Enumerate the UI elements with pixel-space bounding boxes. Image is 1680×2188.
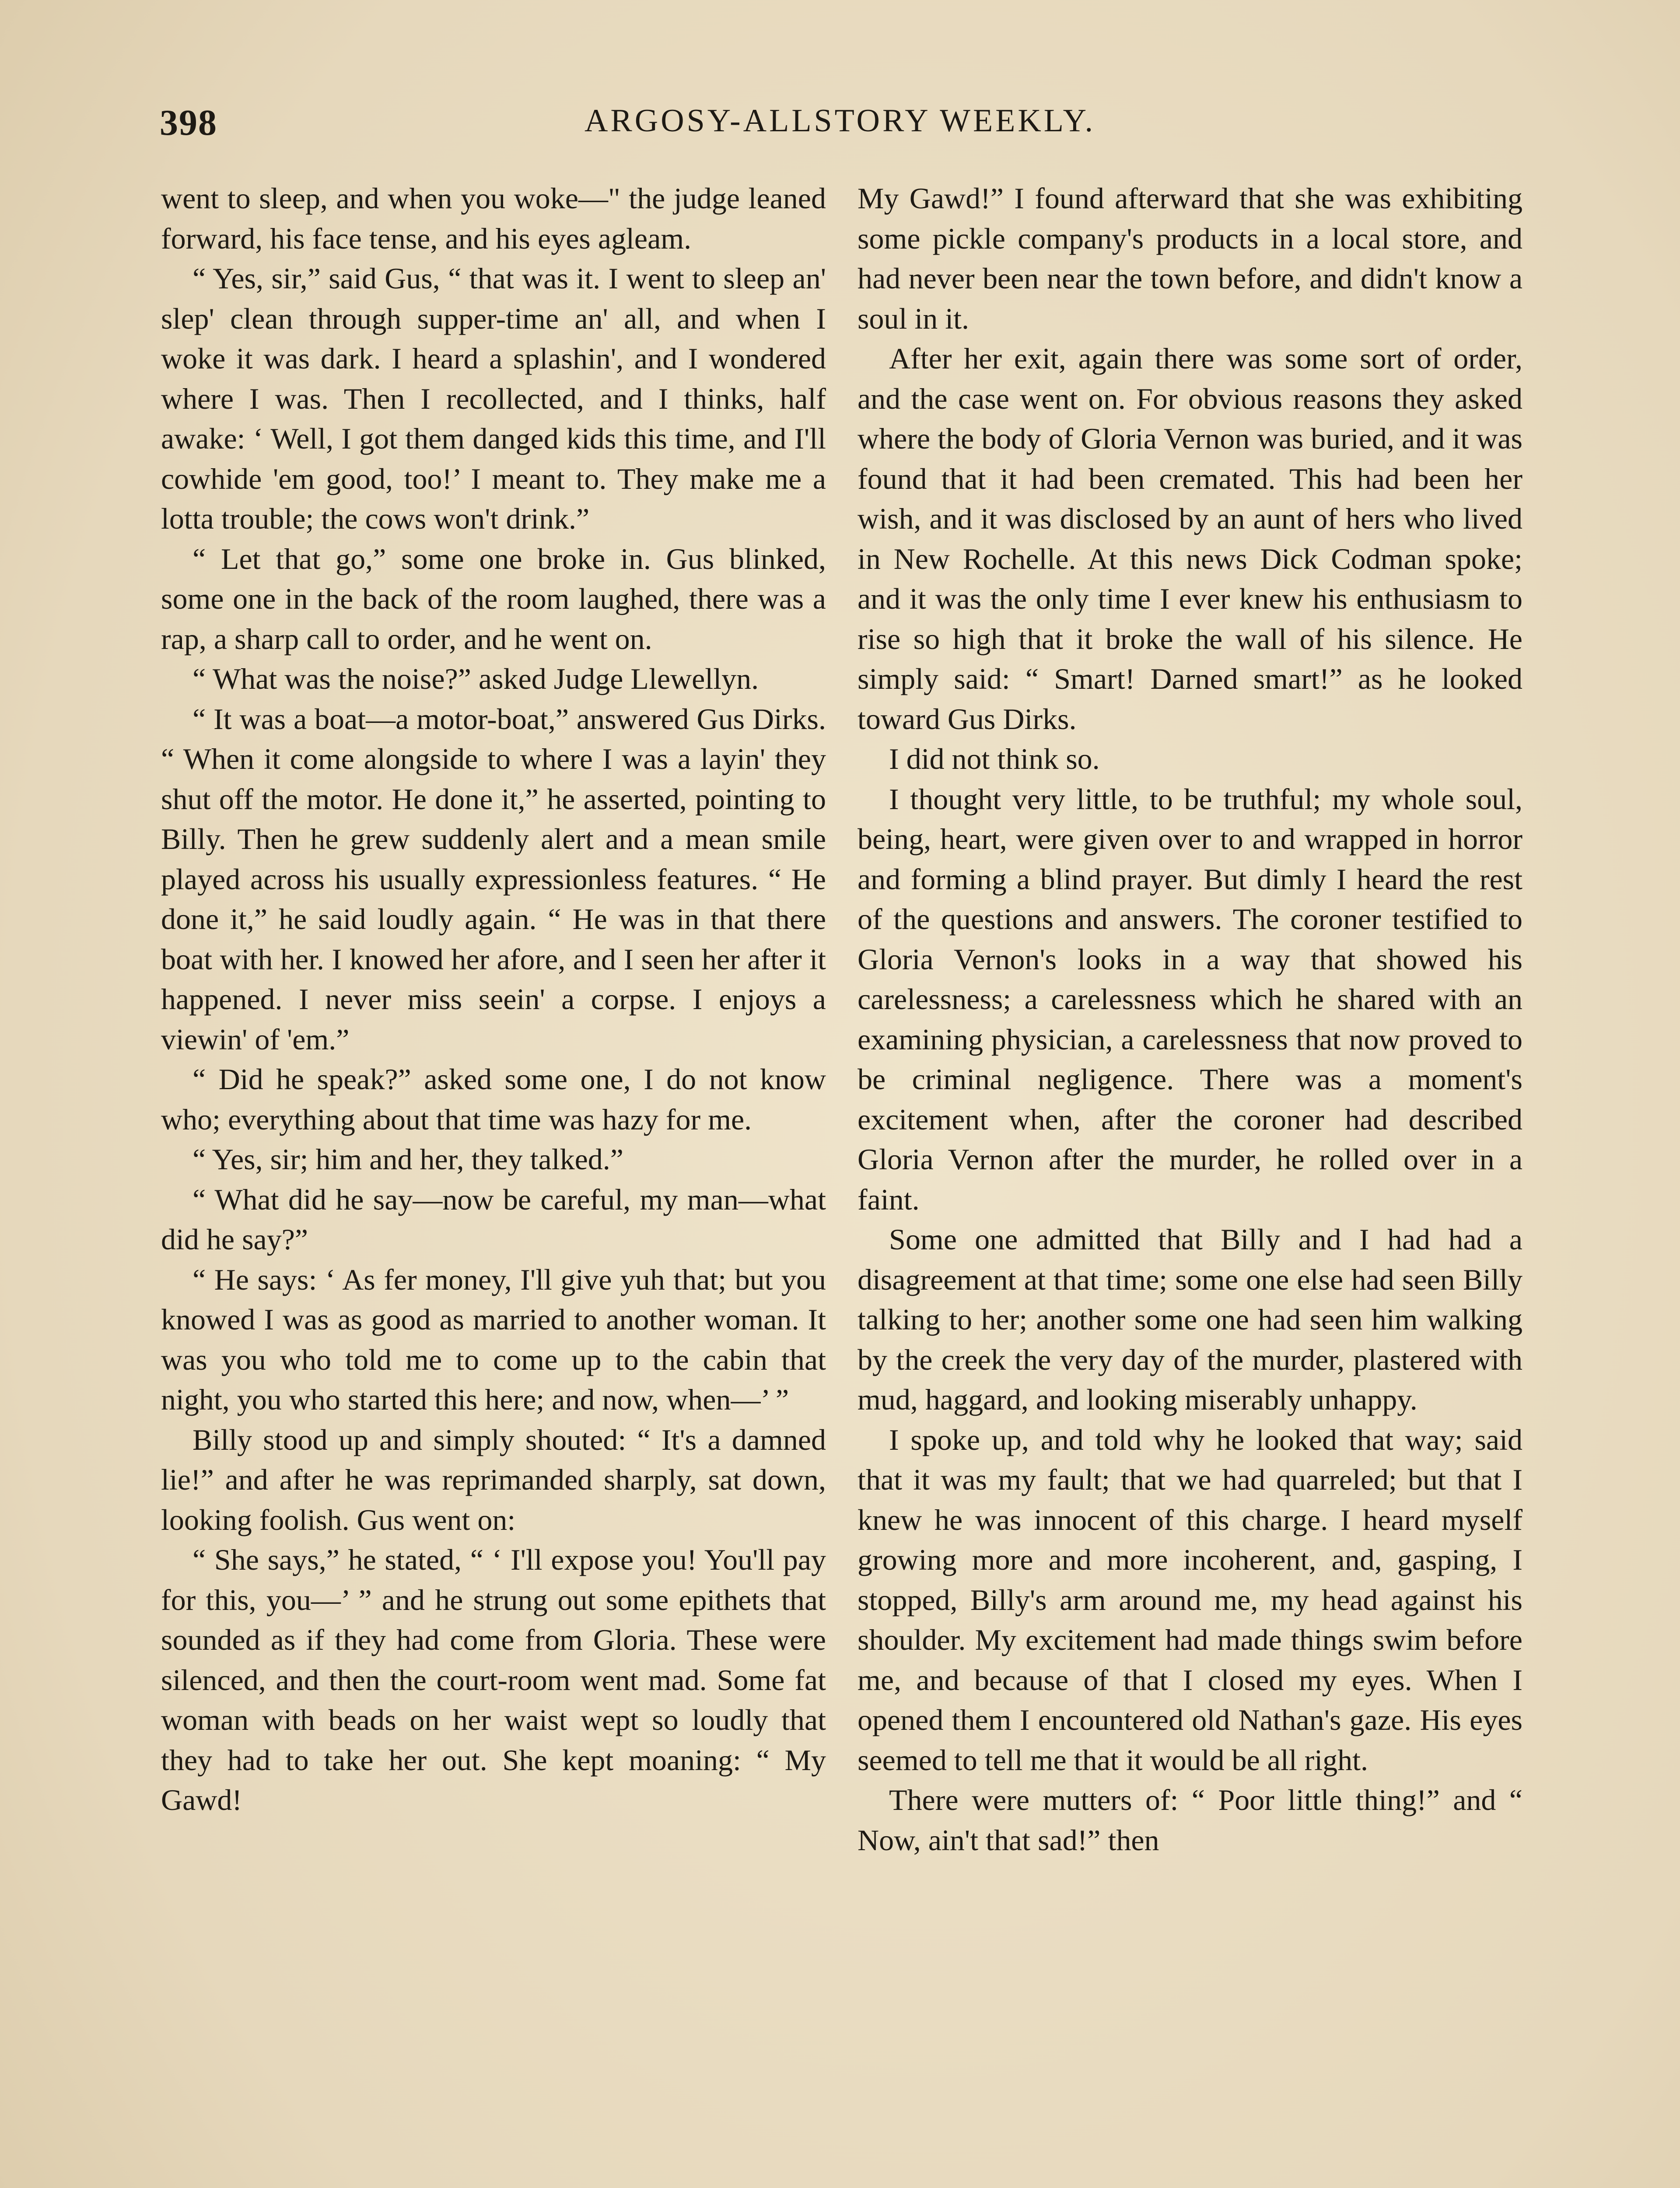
paragraph: “ She says,” he stated, “ ‘ I'll expose you! You'll pay for this, you—’ ” and he strung out some epithets that sounded as if they had come from Gloria. These were silenced, and then the court-room went mad. Some fat woman with beads on her waist wept so loudly that they had to take her out. She kept moaning: “ My Gawd! xyxy=(161,1543,826,1816)
paragraph: “ Let that go,” some one broke in. Gus blinked, some one in the back of the room laughed, there was a rap, a sharp call to order, and he went on. xyxy=(161,542,826,656)
paragraph: “ Yes, sir,” said Gus, “ that was it. I went to sleep an' slep' clean through supper-time an' all, and when I woke it was dark. I heard a splashin', and I wondered where I was. Then I recollected, and I thinks, half awake: ‘ Well, I got them danged kids this time, and I'll cowhide 'em good, too!’ I meant to. They make me a lotta trouble; the cows won't drink.” xyxy=(161,262,826,535)
left-column xyxy=(161,179,826,1820)
paragraph: My Gawd!” I found afterward that she was exhibiting some pickle company's products in a local store, and had never been near the town before, and didn't know a soul in it. xyxy=(858,182,1522,335)
paragraph: I spoke up, and told why he looked that way; said that it was my fault; that we had quarreled; but that I knew he was innocent of this charge. I heard myself growing more and more incoherent, and, gasping, I stopped, Billy's arm around me, my head against his shoulder. My excitement had made things swim before me, and because of that I closed my eyes. When I opened them I encountered old Nathan's gaze. His eyes seemed to tell me that it would be all right. xyxy=(858,1423,1522,1777)
paragraph: There were mutters of: “ Poor little thing!” and “ Now, ain't that sad!” then xyxy=(858,1783,1522,1857)
paragraph: “ He says: ‘ As fer money, I'll give yuh that; but you knowed I was as good as married to another woman. It was you who told me to come up to the cabin that night, you who started this here; and now, when—’ ” xyxy=(161,1262,826,1416)
running-head: ARGOSY-ALLSTORY WEEKLY. xyxy=(584,103,1096,139)
paragraph: went to sleep, and when you woke—" the judge leaned forward, his face tense, and his eyes agleam. xyxy=(161,182,826,255)
paragraph: I did not think so. xyxy=(889,742,1100,775)
paragraph: “ What did he say—now be careful, my man—what did he say?” xyxy=(161,1182,826,1256)
paragraph: Some one admitted that Billy and I had had a disagreement at that time; some one else had seen Billy talking to her; another some one had seen him walking by the creek the very day of the murder, plastered with mud, haggard, and looking miserably unhappy. xyxy=(858,1223,1522,1416)
paragraph: I thought very little, to be truthful; my whole soul, being, heart, were given over to and wrapped in horror and forming a blind prayer. But dimly I heard the rest of the questions and answers. The coroner testified to Gloria Vernon's looks in a way that showed his carelessness; a carelessness which he shared with an examining physician, a carelessness that now proved to be criminal negligence. There was a moment's excitement when, after the coroner had described Gloria Vernon after the murder, he rolled over in a faint. xyxy=(858,782,1522,1216)
right-column xyxy=(858,179,1522,1860)
page-number: 398 xyxy=(160,102,217,143)
paragraph: “ Did he speak?” asked some one, I do not know who; everything about that time was hazy for me. xyxy=(161,1062,826,1136)
paragraph: “ It was a boat—a motor-boat,” answered Gus Dirks. “ When it come alongside to where I was a layin' they shut off the motor. He done it,” he asserted, pointing to Billy. Then he grew suddenly alert and a mean smile played across his usually expressionless features. “ He done it,” he said loudly again. “ He was in that there boat with her. I knowed her afore, and I seen her after it happened. I never miss seein' a corpse. I enjoys a viewin' of 'em.” xyxy=(161,702,826,1056)
paragraph: After her exit, again there was some sort of order, and the case went on. For obvious reasons they asked where the body of Gloria Vernon was buried, and it was found that it had been cremated. This had been her wish, and it was disclosed by an aunt of hers who lived in New Rochelle. At this news Dick Codman spoke; and it was the only time I ever knew his enthusiasm to rise so high that it broke the wall of his silence. He simply said: “ Smart! Darned smart!” as he looked toward Gus Dirks. xyxy=(858,342,1522,736)
paragraph: “ What was the noise?” asked Judge Llewellyn. xyxy=(192,662,759,695)
paragraph: Billy stood up and simply shouted: “ It's a damned lie!” and after he was reprimanded sharply, sat down, looking foolish. Gus went on: xyxy=(161,1423,826,1536)
paragraph: “ Yes, sir; him and her, they talked.” xyxy=(192,1143,623,1176)
page-header xyxy=(160,102,1520,154)
